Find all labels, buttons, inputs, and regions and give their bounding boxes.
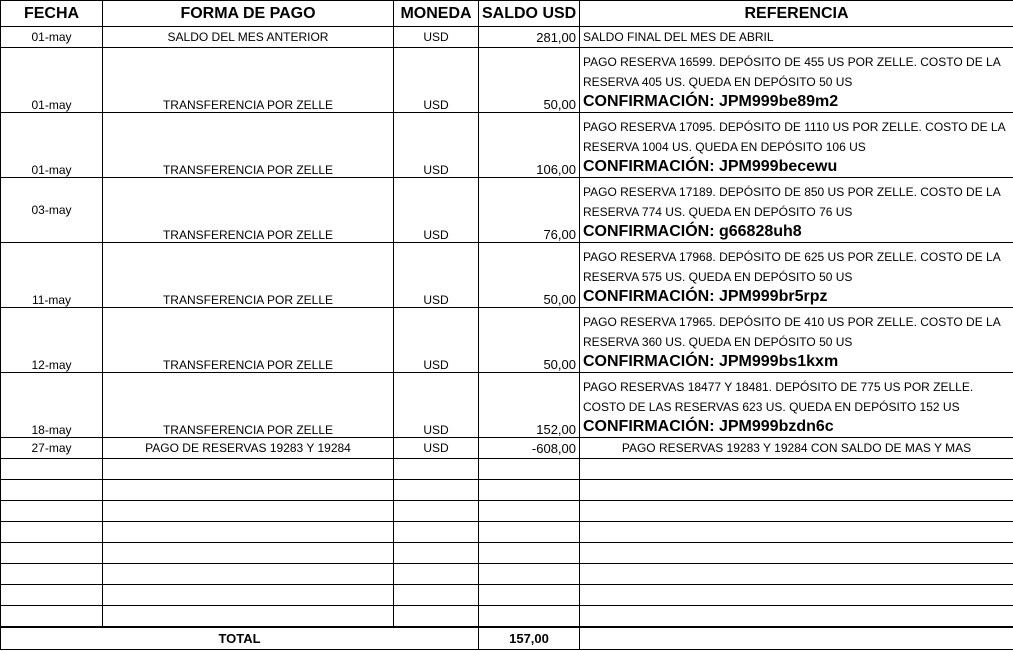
empty-cell[interactable]	[103, 543, 394, 564]
empty-cell[interactable]	[103, 585, 394, 606]
empty-row	[1, 543, 1013, 564]
cell-referencia[interactable]	[580, 308, 1013, 373]
empty-row	[1, 606, 1013, 628]
confirmation-code: CONFIRMACIÓN: JPM999bs1kxm	[583, 353, 839, 370]
table-row	[1, 438, 1013, 459]
cell-saldo[interactable]: 106,00	[479, 113, 580, 178]
empty-row	[1, 522, 1013, 543]
cell-forma-de-pago[interactable]: TRANSFERENCIA POR ZELLE	[103, 243, 394, 308]
empty-cell[interactable]	[394, 564, 479, 585]
referencia-line-1: PAGO RESERVA 17965. DEPÓSITO DE 410 US POR ZELLE. COSTO DE LA	[583, 315, 1001, 329]
cell-forma-de-pago[interactable]: TRANSFERENCIA POR ZELLE	[103, 113, 394, 178]
cell-saldo[interactable]: 152,00	[479, 373, 580, 438]
header-fecha[interactable]: FECHA	[1, 1, 103, 27]
table-row	[1, 48, 1013, 113]
cell-fecha[interactable]: 03-may	[1, 178, 103, 243]
referencia-line-1: PAGO RESERVA 17189. DEPÓSITO DE 850 US POR ZELLE. COSTO DE LA	[583, 185, 1001, 199]
cell-referencia[interactable]: PAGO RESERVAS 19283 Y 19284 CON SALDO DE MAS Y MAS	[580, 438, 1013, 459]
cell-forma-de-pago[interactable]: PAGO DE RESERVAS 19283 Y 19284	[103, 438, 394, 459]
empty-cell[interactable]	[1, 564, 103, 585]
empty-row	[1, 585, 1013, 606]
empty-row	[1, 459, 1013, 480]
confirmation-code: CONFIRMACIÓN: g66828uh8	[583, 223, 802, 240]
cell-saldo[interactable]: 281,00	[479, 27, 580, 48]
table-row	[1, 178, 1013, 243]
empty-cell[interactable]	[580, 564, 1013, 585]
cell-moneda[interactable]: USD	[394, 113, 479, 178]
referencia-line-1: PAGO RESERVA 17968. DEPÓSITO DE 625 US POR ZELLE. COSTO DE LA	[583, 250, 1001, 264]
cell-fecha[interactable]: 01-may	[1, 113, 103, 178]
empty-cell[interactable]	[1, 585, 103, 606]
referencia-line-2: RESERVA 360 US. QUEDA EN DEPÓSITO 50 US	[583, 335, 853, 349]
cell-forma-de-pago[interactable]: SALDO DEL MES ANTERIOR	[103, 27, 394, 48]
empty-cell[interactable]	[479, 522, 580, 543]
referencia-line-1: PAGO RESERVA 17095. DEPÓSITO DE 1110 US POR ZELLE. COSTO DE LA	[583, 120, 1006, 134]
confirmation-code: CONFIRMACIÓN: JPM999br5rpz	[583, 288, 828, 305]
empty-cell[interactable]	[394, 501, 479, 522]
empty-row	[1, 564, 1013, 585]
cell-forma-de-pago[interactable]: TRANSFERENCIA POR ZELLE	[103, 373, 394, 438]
empty-cell[interactable]	[580, 501, 1013, 522]
empty-cell[interactable]	[394, 606, 479, 628]
empty-cell[interactable]	[103, 564, 394, 585]
empty-cell[interactable]	[394, 480, 479, 501]
empty-cell[interactable]	[479, 543, 580, 564]
total-label[interactable]: TOTAL	[1, 627, 479, 650]
cell-moneda[interactable]: USD	[394, 178, 479, 243]
referencia-line-1: PAGO RESERVA 16599. DEPÓSITO DE 455 US POR ZELLE. COSTO DE LA	[583, 55, 1001, 69]
cell-saldo[interactable]: 50,00	[479, 308, 580, 373]
cell-moneda[interactable]: USD	[394, 373, 479, 438]
header-referencia[interactable]: REFERENCIA	[580, 1, 1013, 27]
header-forma-de-pago[interactable]: FORMA DE PAGO	[103, 1, 394, 27]
empty-cell[interactable]	[394, 459, 479, 480]
empty-cell[interactable]	[394, 522, 479, 543]
empty-cell[interactable]	[580, 585, 1013, 606]
empty-cell[interactable]	[103, 606, 394, 628]
cell-moneda[interactable]: USD	[394, 308, 479, 373]
empty-cell[interactable]	[580, 522, 1013, 543]
cell-moneda[interactable]: USD	[394, 27, 479, 48]
empty-cell[interactable]	[1, 606, 103, 628]
cell-moneda[interactable]: USD	[394, 438, 479, 459]
empty-cell[interactable]	[394, 543, 479, 564]
referencia-line-2: RESERVA 774 US. QUEDA EN DEPÓSITO 76 US	[583, 205, 853, 219]
table-row	[1, 243, 1013, 308]
cell-moneda[interactable]: USD	[394, 48, 479, 113]
empty-cell[interactable]	[479, 606, 580, 628]
cell-saldo[interactable]: -608,00	[479, 438, 580, 459]
empty-cell[interactable]	[1, 480, 103, 501]
cell-forma-de-pago[interactable]: TRANSFERENCIA POR ZELLE	[103, 178, 394, 243]
total-referencia[interactable]	[580, 627, 1013, 650]
confirmation-code: CONFIRMACIÓN: JPM999bzdn6c	[583, 418, 834, 435]
empty-cell[interactable]	[1, 543, 103, 564]
empty-cell[interactable]	[103, 459, 394, 480]
empty-cell[interactable]	[1, 459, 103, 480]
cell-saldo[interactable]: 50,00	[479, 48, 580, 113]
cell-referencia[interactable]	[580, 178, 1013, 243]
empty-cell[interactable]	[479, 459, 580, 480]
referencia-line-2: RESERVA 1004 US. QUEDA EN DEPÓSITO 106 US	[583, 140, 866, 154]
empty-cell[interactable]	[479, 564, 580, 585]
cell-moneda[interactable]: USD	[394, 243, 479, 308]
table-row	[1, 308, 1013, 373]
cell-forma-de-pago[interactable]: TRANSFERENCIA POR ZELLE	[103, 308, 394, 373]
referencia-line-1: PAGO RESERVAS 18477 Y 18481. DEPÓSITO DE 775 US POR ZELLE.	[583, 380, 974, 394]
empty-cell[interactable]	[580, 543, 1013, 564]
empty-cell[interactable]	[479, 501, 580, 522]
cell-referencia[interactable]	[580, 373, 1013, 438]
cell-fecha[interactable]: 01-may	[1, 48, 103, 113]
cell-referencia[interactable]	[580, 113, 1013, 178]
empty-cell[interactable]	[580, 480, 1013, 501]
empty-cell[interactable]	[394, 585, 479, 606]
cell-referencia[interactable]	[580, 48, 1013, 113]
table-row	[1, 113, 1013, 178]
empty-cell[interactable]	[479, 480, 580, 501]
referencia-line-2: RESERVA 575 US. QUEDA EN DEPÓSITO 50 US	[583, 270, 853, 284]
cell-fecha[interactable]: 11-may	[1, 243, 103, 308]
cell-saldo[interactable]: 50,00	[479, 243, 580, 308]
referencia-line-2: COSTO DE LAS RESERVAS 623 US. QUEDA EN DEPÓSITO 152 US	[583, 400, 960, 414]
empty-cell[interactable]	[103, 522, 394, 543]
cell-forma-de-pago[interactable]: TRANSFERENCIA POR ZELLE	[103, 48, 394, 113]
total-row	[1, 627, 1013, 650]
confirmation-code: CONFIRMACIÓN: JPM999becewu	[583, 158, 838, 175]
cell-referencia[interactable]: SALDO FINAL DEL MES DE ABRIL	[580, 27, 1013, 48]
referencia-line-2: RESERVA 405 US. QUEDA EN DEPÓSITO 50 US	[583, 75, 853, 89]
table-row	[1, 373, 1013, 438]
confirmation-code: CONFIRMACIÓN: JPM999be89m2	[583, 93, 839, 110]
cell-fecha[interactable]: 12-may	[1, 308, 103, 373]
empty-cell[interactable]	[1, 522, 103, 543]
table-row	[1, 27, 1013, 48]
header-saldo-usd[interactable]: SALDO USD	[479, 1, 580, 27]
total-value[interactable]: 157,00	[479, 627, 580, 650]
cell-fecha[interactable]: 18-may	[1, 373, 103, 438]
empty-row	[1, 480, 1013, 501]
empty-cell[interactable]	[103, 480, 394, 501]
empty-cell[interactable]	[479, 585, 580, 606]
cell-referencia[interactable]	[580, 243, 1013, 308]
empty-row	[1, 501, 1013, 522]
empty-cell[interactable]	[103, 501, 394, 522]
empty-cell[interactable]	[580, 606, 1013, 628]
cell-fecha[interactable]: 01-may	[1, 27, 103, 48]
header-row	[1, 1, 1013, 27]
header-moneda[interactable]: MONEDA	[394, 1, 479, 27]
cell-saldo[interactable]: 76,00	[479, 178, 580, 243]
empty-cell[interactable]	[1, 501, 103, 522]
cell-fecha[interactable]: 27-may	[1, 438, 103, 459]
empty-cell[interactable]	[580, 459, 1013, 480]
